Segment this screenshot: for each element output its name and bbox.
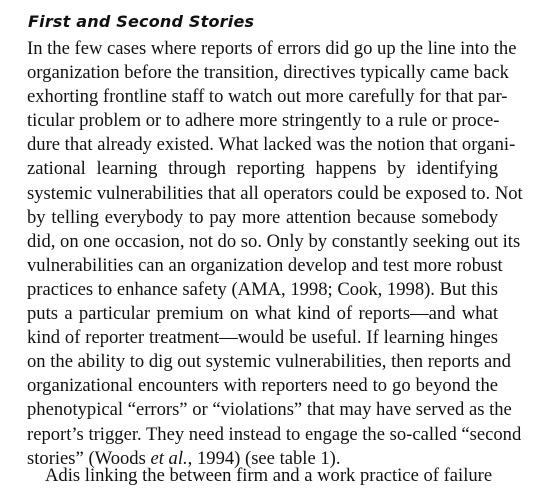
- text-line: In the few cases where reports of errors did go up the line into the: [27, 38, 517, 59]
- cutoff-line-text: Adis linking the between firm and a work practice of failure: [45, 465, 493, 486]
- text-line: on the ability to dig out systemic vulnerabilities, then reports and: [27, 351, 511, 373]
- text-line: practices to enhance safety (AMA, 1998; Cook, 1998). But this: [27, 278, 498, 300]
- text-line: ticular problem or to adhere more stringently to a rule or proce-: [27, 110, 500, 132]
- text-line: organization before the transition, directives typically came back: [27, 62, 509, 84]
- body-paragraph: [27, 37, 523, 471]
- text-line: phenotypical “errors” or “violations” that may have served as the: [27, 399, 512, 421]
- text-line: systemic vulnerabilities that all operators could be exposed to. Not: [27, 182, 523, 204]
- citation-italic: et al.: [150, 447, 188, 469]
- cutoff-next-line: [27, 464, 498, 486]
- text-line: organizational encounters with reporters need to go beyond the: [27, 375, 498, 397]
- text-line: dure that already existed. What lacked was the notion that organi-: [27, 134, 516, 156]
- citation-text: stories” (Woods: [27, 447, 151, 469]
- text-line: kind of reporter treatment—would be useful. If learning hinges: [27, 327, 498, 349]
- text-line: by telling everybody to pay more attention because somebody: [27, 206, 498, 228]
- document-page: [27, 12, 523, 471]
- section-heading: First and Second Stories: [28, 12, 255, 31]
- text-line: exhorting frontline staff to watch out more carefully for that par-: [27, 86, 508, 108]
- text-line: vulnerabilities can an organization develop and test more robust: [27, 254, 503, 276]
- text-line: zational learning through reporting happens by identifying: [27, 158, 498, 180]
- text-line: did, on one occasion, not do so. Only by constantly seeking out its: [27, 230, 521, 252]
- text-line: puts a particular premium on what kind of reports—and what: [27, 303, 498, 325]
- citation-text-end: , 1994) (see table 1).: [187, 447, 341, 469]
- text-line: report’s trigger. They need instead to engage the so-called “second: [27, 423, 522, 445]
